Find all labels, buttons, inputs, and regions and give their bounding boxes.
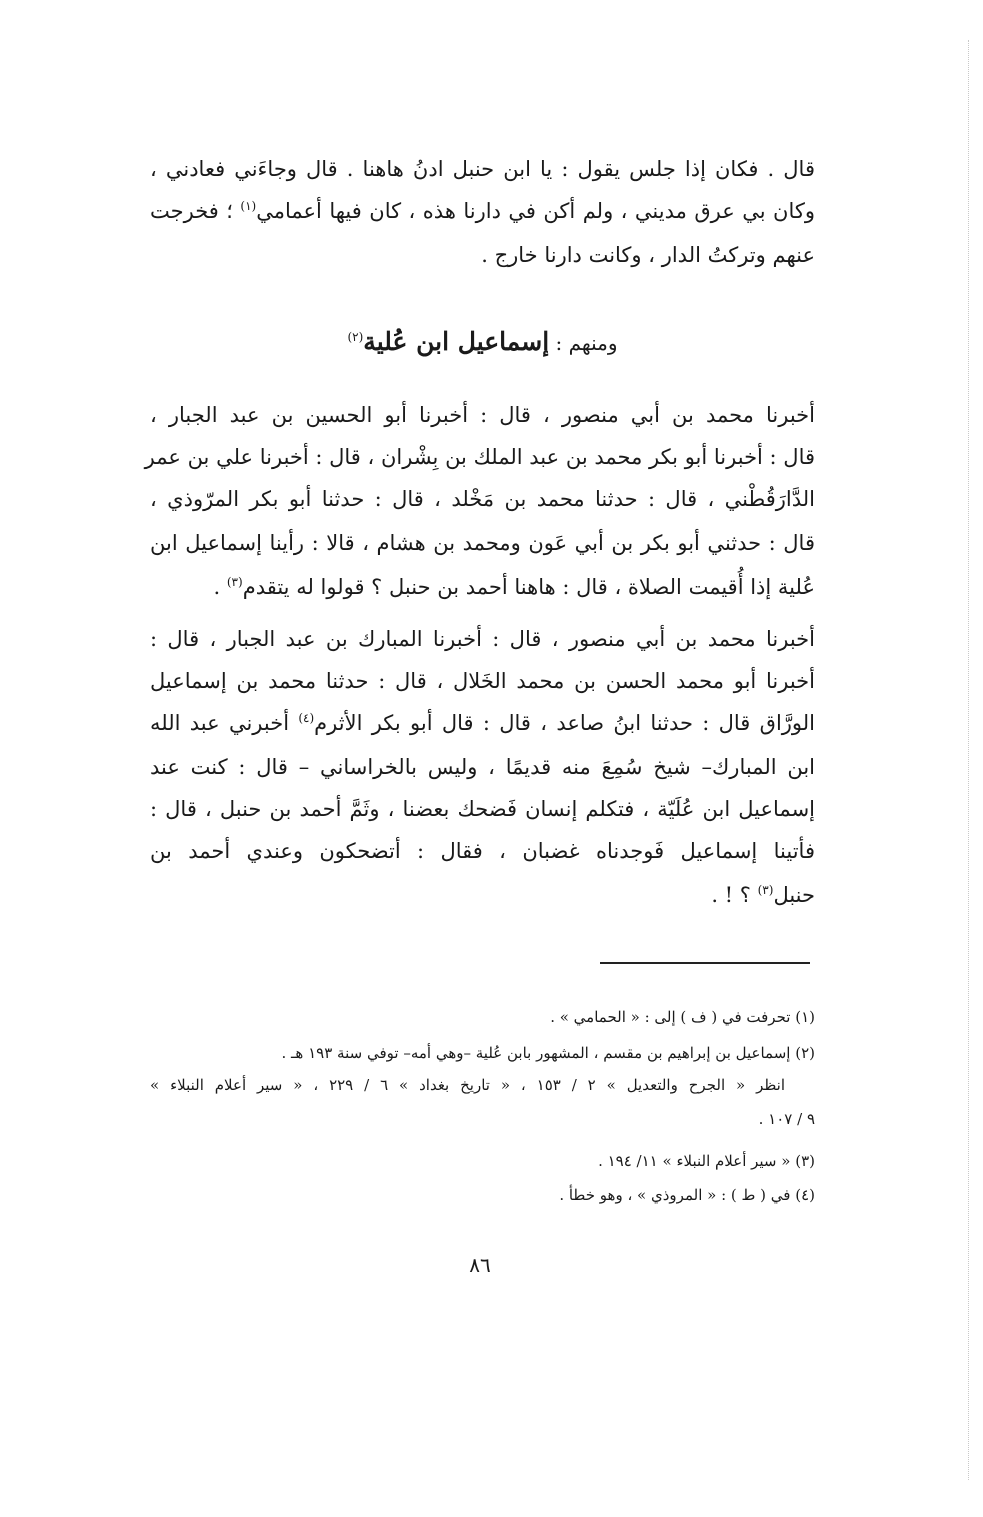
heading-name: إسماعيل ابن عُلية xyxy=(363,327,550,356)
heading-lead: ومنهم : xyxy=(549,331,618,355)
scan-edge-mark xyxy=(967,40,969,1480)
text-line-content: وكان بي عرق مديني ، ولم أكن في دارنا هذه ، كان فيها أعمامي xyxy=(256,199,816,223)
text-line xyxy=(150,570,815,604)
footnote xyxy=(150,1004,815,1030)
text-line xyxy=(150,238,815,272)
footnote xyxy=(150,1040,815,1066)
text-line-content: ابن المبارك– شيخ سُمِعَ منه قديمًا ، وليس بالخراساني – قال : كنت عند xyxy=(150,755,815,779)
footnote-marker[interactable]: (٤) xyxy=(298,711,315,725)
footnote-text: ٩ / ١٠٧ . xyxy=(758,1110,815,1128)
text-line-content: قال : حدثني أبو بكر بن أبي عَون ومحمد بن هشام ، قالا : رأينا إسماعيل ابن xyxy=(150,531,815,555)
page-number: ٨٦ xyxy=(469,1253,491,1277)
text-line-content: أخبرنا محمد بن أبي منصور ، قال : أخبرنا المبارك بن عبد الجبار ، قال : xyxy=(150,627,815,651)
footnote-text: انظر « الجرح والتعديل » ٢ / ١٥٣ ، « تاريخ بغداد » ٦ / ٢٢٩ ، « سير أعلام النبلاء » xyxy=(150,1076,785,1094)
text-line-content: الورَّاق قال : حدثنا ابنُ صاعد ، قال : قال أبو بكر الأثرم xyxy=(314,711,815,735)
text-line-content: أخبرنا محمد بن أبي منصور ، قال : أخبرنا أبو الحسين بن عبد الجبار ، xyxy=(150,403,815,427)
text-line xyxy=(150,792,815,826)
footnote-text: (٣) « سير أعلام النبلاء » ١١/ ١٩٤ . xyxy=(598,1152,815,1170)
footnote-text: (١) تحرفت في ( ف ) إلى : « الحمامي » . xyxy=(550,1008,815,1026)
footnote-continuation xyxy=(150,1072,815,1098)
section-heading xyxy=(150,322,815,363)
text-line xyxy=(150,622,815,656)
text-line-content: الدَّارَقُطْني ، قال : حدثنا محمد بن مَخْلد ، قال : حدثنا أبو بكر المرّوذي ، xyxy=(150,487,815,511)
footnote-marker[interactable]: (١) xyxy=(240,199,257,213)
text-line xyxy=(150,834,815,868)
text-line xyxy=(150,152,815,186)
text-line-content: ؟ ! . xyxy=(711,883,758,907)
footnote xyxy=(150,1182,815,1208)
text-line-content: . xyxy=(213,575,227,599)
text-line-content: عنهم وتركتُ الدار ، وكانت دارنا خارج . xyxy=(481,243,815,267)
footnote xyxy=(150,1148,815,1174)
footnote-separator xyxy=(600,962,810,964)
text-line xyxy=(150,482,815,516)
text-line-content: إسماعيل ابن عُلَيّة ، فتكلم إنسان فَضحك بعضنا ، وثَمَّ أحمد بن حنبل ، قال : xyxy=(150,797,815,821)
footnote-text: (٤) في ( ط ) : « المروذي » ، وهو خطأ . xyxy=(559,1186,815,1204)
footnote-text: (٢) إسماعيل بن إبراهيم بن مقسم ، المشهور بابن عُلية –وهي أمه– توفي سنة ١٩٣ هـ . xyxy=(281,1044,815,1062)
text-line xyxy=(150,398,815,432)
text-line xyxy=(150,194,815,228)
text-line-content: عُلية إذا أُقيمت الصلاة ، قال : هاهنا أحمد بن حنبل ؟ قولوا له يتقدم xyxy=(242,575,815,599)
footnote-marker[interactable]: (٣) xyxy=(226,575,243,589)
text-line-content: أخبرني عبد الله xyxy=(150,711,299,735)
text-line-content: فأتينا إسماعيل فَوجدناه غضبان ، فقال : أتضحكون وعندي أحمد بن xyxy=(150,839,815,863)
text-line xyxy=(150,664,815,698)
text-line-content: حنبل xyxy=(773,883,815,907)
text-line-content: أخبرنا أبو محمد الحسن بن محمد الخَلال ، قال : حدثنا محمد بن إسماعيل xyxy=(150,669,815,693)
footnote-marker[interactable]: (٣) xyxy=(757,883,774,897)
text-line xyxy=(150,750,815,784)
text-line-content: ؛ فخرجت xyxy=(150,199,241,223)
text-line xyxy=(144,440,815,474)
footnote-marker[interactable]: (٢) xyxy=(347,330,364,344)
text-line-content: قال : أخبرنا أبو بكر محمد بن عبد الملك بن بِشْران ، قال : أخبرنا علي بن عمر xyxy=(144,445,815,469)
text-line-content: قال . فكان إذا جلس يقول : يا ابن حنبل ادنُ هاهنا . قال وجاءَني فعادني ، xyxy=(150,157,815,181)
text-line xyxy=(150,526,815,560)
footnote-continuation xyxy=(150,1106,815,1132)
text-line xyxy=(150,706,815,740)
text-line xyxy=(150,878,815,912)
